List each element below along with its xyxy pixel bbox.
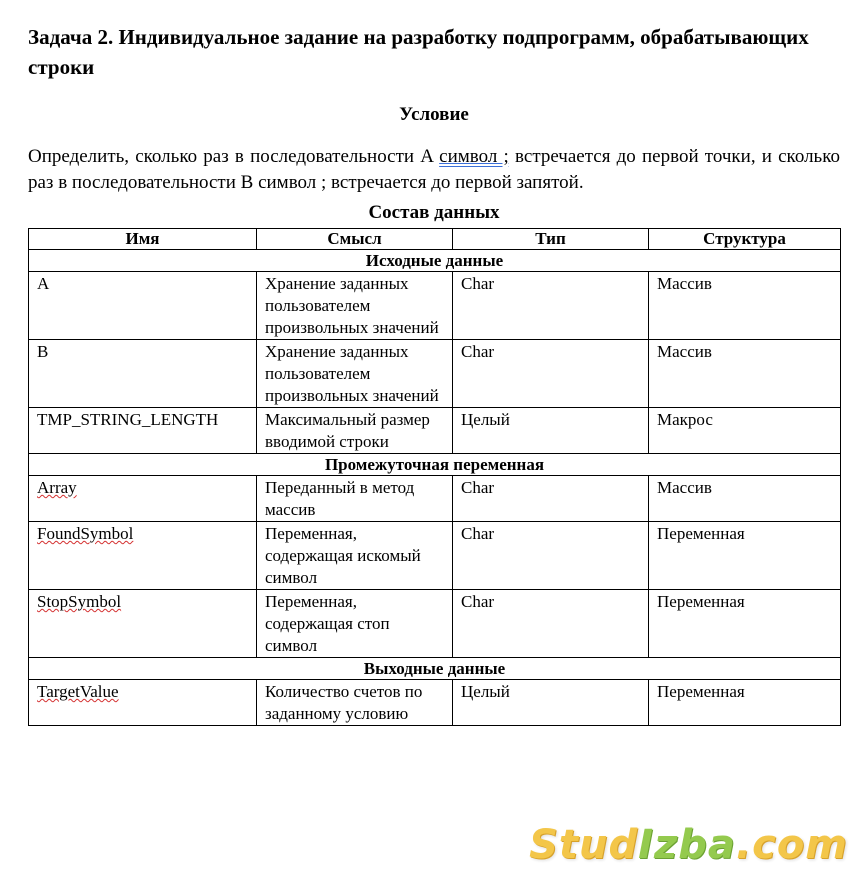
column-header-meaning: Смысл xyxy=(257,229,453,250)
studizba-watermark-logo xyxy=(529,822,848,868)
table-row xyxy=(29,590,841,658)
cell-meaning: Хранение заданных пользователем произвольных значений xyxy=(257,340,453,408)
cell-name xyxy=(29,590,257,658)
document-page xyxy=(28,0,840,726)
task-heading: Задача 2. Индивидуальное задание на разработку подпрограмм, обрабатывающих строки xyxy=(28,25,809,79)
logo-part-1: Stud xyxy=(529,822,639,868)
column-header-name: Имя xyxy=(29,229,257,250)
cell-type: Char xyxy=(453,476,649,522)
logo-part-2: Izba xyxy=(638,822,736,868)
cell-structure: Массив xyxy=(649,340,841,408)
table-header-row xyxy=(29,229,841,250)
table-row xyxy=(29,522,841,590)
data-table xyxy=(28,228,841,726)
cell-meaning: Переменная, содержащая стоп символ xyxy=(257,590,453,658)
cell-type: Целый xyxy=(453,680,649,726)
section-title: Выходные данные xyxy=(29,658,841,680)
spell-flagged-name: TargetValue xyxy=(37,682,119,701)
cell-meaning: Количество счетов по заданному условию xyxy=(257,680,453,726)
cell-meaning: Переменная, содержащая искомый символ xyxy=(257,522,453,590)
section-row xyxy=(29,454,841,476)
cell-type: Char xyxy=(453,522,649,590)
section-title: Исходные данные xyxy=(29,250,841,272)
cell-type: Char xyxy=(453,272,649,340)
cell-name: B xyxy=(29,340,257,408)
cell-name xyxy=(29,522,257,590)
cell-name: TMP_STRING_LENGTH xyxy=(29,408,257,454)
section-row xyxy=(29,658,841,680)
spell-flagged-name: Array xyxy=(37,478,77,497)
table-title: Состав данных xyxy=(368,202,500,223)
column-header-type: Тип xyxy=(453,229,649,250)
spell-flagged-name: FoundSymbol xyxy=(37,524,134,543)
column-header-structure: Структура xyxy=(649,229,841,250)
condition-text xyxy=(28,144,840,196)
condition-text-part1: Определить, сколько раз в последовательности A xyxy=(28,146,440,167)
cell-structure: Массив xyxy=(649,476,841,522)
cell-name xyxy=(29,476,257,522)
condition-title: Условие xyxy=(399,104,469,125)
cell-type: Целый xyxy=(453,408,649,454)
cell-meaning: Переданный в метод массив xyxy=(257,476,453,522)
cell-type: Char xyxy=(453,340,649,408)
cell-structure: Макрос xyxy=(649,408,841,454)
table-row xyxy=(29,680,841,726)
section-title: Промежуточная переменная xyxy=(29,454,841,476)
grammar-flagged-text: символ ; xyxy=(439,146,509,167)
table-row xyxy=(29,476,841,522)
table-row xyxy=(29,340,841,408)
table-row xyxy=(29,408,841,454)
cell-structure: Переменная xyxy=(649,590,841,658)
cell-meaning: Хранение заданных пользователем произвольных значений xyxy=(257,272,453,340)
logo-part-3: .com xyxy=(735,822,848,868)
condition-text-part2: встречается до первой точки, и сколько раз в последовательности B символ ; встречается до первой запятой. xyxy=(28,146,840,193)
spell-flagged-name: StopSymbol xyxy=(37,592,122,611)
cell-structure: Массив xyxy=(649,272,841,340)
table-row xyxy=(29,272,841,340)
cell-structure: Переменная xyxy=(649,680,841,726)
cell-type: Char xyxy=(453,590,649,658)
cell-name: A xyxy=(29,272,257,340)
section-row xyxy=(29,250,841,272)
cell-name xyxy=(29,680,257,726)
cell-structure: Переменная xyxy=(649,522,841,590)
cell-meaning: Максимальный размер вводимой строки xyxy=(257,408,453,454)
